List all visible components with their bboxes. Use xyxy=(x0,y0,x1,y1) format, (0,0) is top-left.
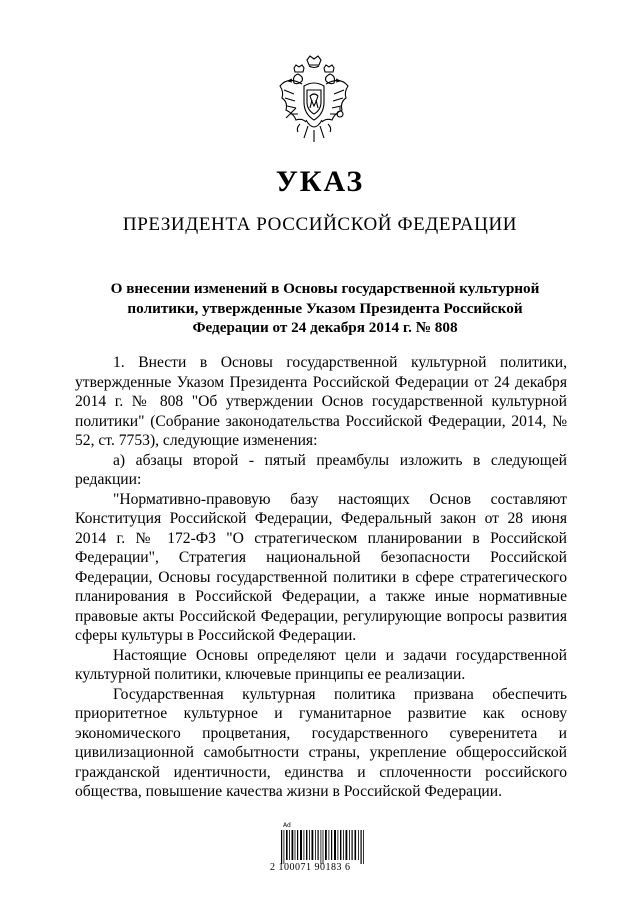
paragraph: "Нормативно-правовую базу настоящих Основ составляют Конституция Российской Федерации, Федеральный закон от 28 июня 2014 г. № 172-ФЗ "О стратегическом планировании в Российской Федерации", Стратегия национальной безопасности Российской Федерации, Основы государственной политики в сфере стратегического планирования в Российской Федерации, а также иные нормативные правовые акты Российской Федерации, регулирующие вопросы развития сферы культуры в Российской Федерации. xyxy=(75,490,567,644)
paragraph: Настоящие Основы определяют цели и задачи государственной культурной политики, ключевые принципы ее реализации. xyxy=(75,646,567,683)
coat-of-arms-icon xyxy=(276,54,352,146)
barcode-icon xyxy=(279,822,369,882)
document-body xyxy=(75,353,567,802)
barcode-mark: Ad xyxy=(283,822,291,829)
paragraph: 1. Внести в Основы государственной культурной политики, утвержденные Указом Президента Российской Федерации от 24 декабря 2014 г. № 808 "Об утверждении Основ государственной культурной политики" (Собрание законодательства Российской Федерации, 2014, № 52, ст. 7753), следующие изменения: xyxy=(75,354,567,449)
document-subtitle: ПРЕЗИДЕНТА РОССИЙСКОЙ ФЕДЕРАЦИИ xyxy=(122,214,518,235)
paragraph: Государственная культурная политика призвана обеспечить приоритетное культурное и гуманитарное развитие как основу экономического процветания, государственного суверенитета и цивилизационной самобытности страны, укрепление общероссийской гражданской идентичности, единства и сплоченности российского общества, повышение качества жизни в Российской Федерации. xyxy=(75,685,567,800)
document-heading: О внесении изменений в Основы государственной культурной политики, утвержденные Указом Президента Российской Федерации от 24 декабря 2014 г. № 808 xyxy=(110,280,540,336)
barcode-number: 2 100071 90183 6 xyxy=(270,862,351,873)
paragraph: а) абзацы второй - пятый преамбулы изложить в следующей редакции: xyxy=(75,451,567,488)
document-title: УКАЗ xyxy=(275,165,365,198)
